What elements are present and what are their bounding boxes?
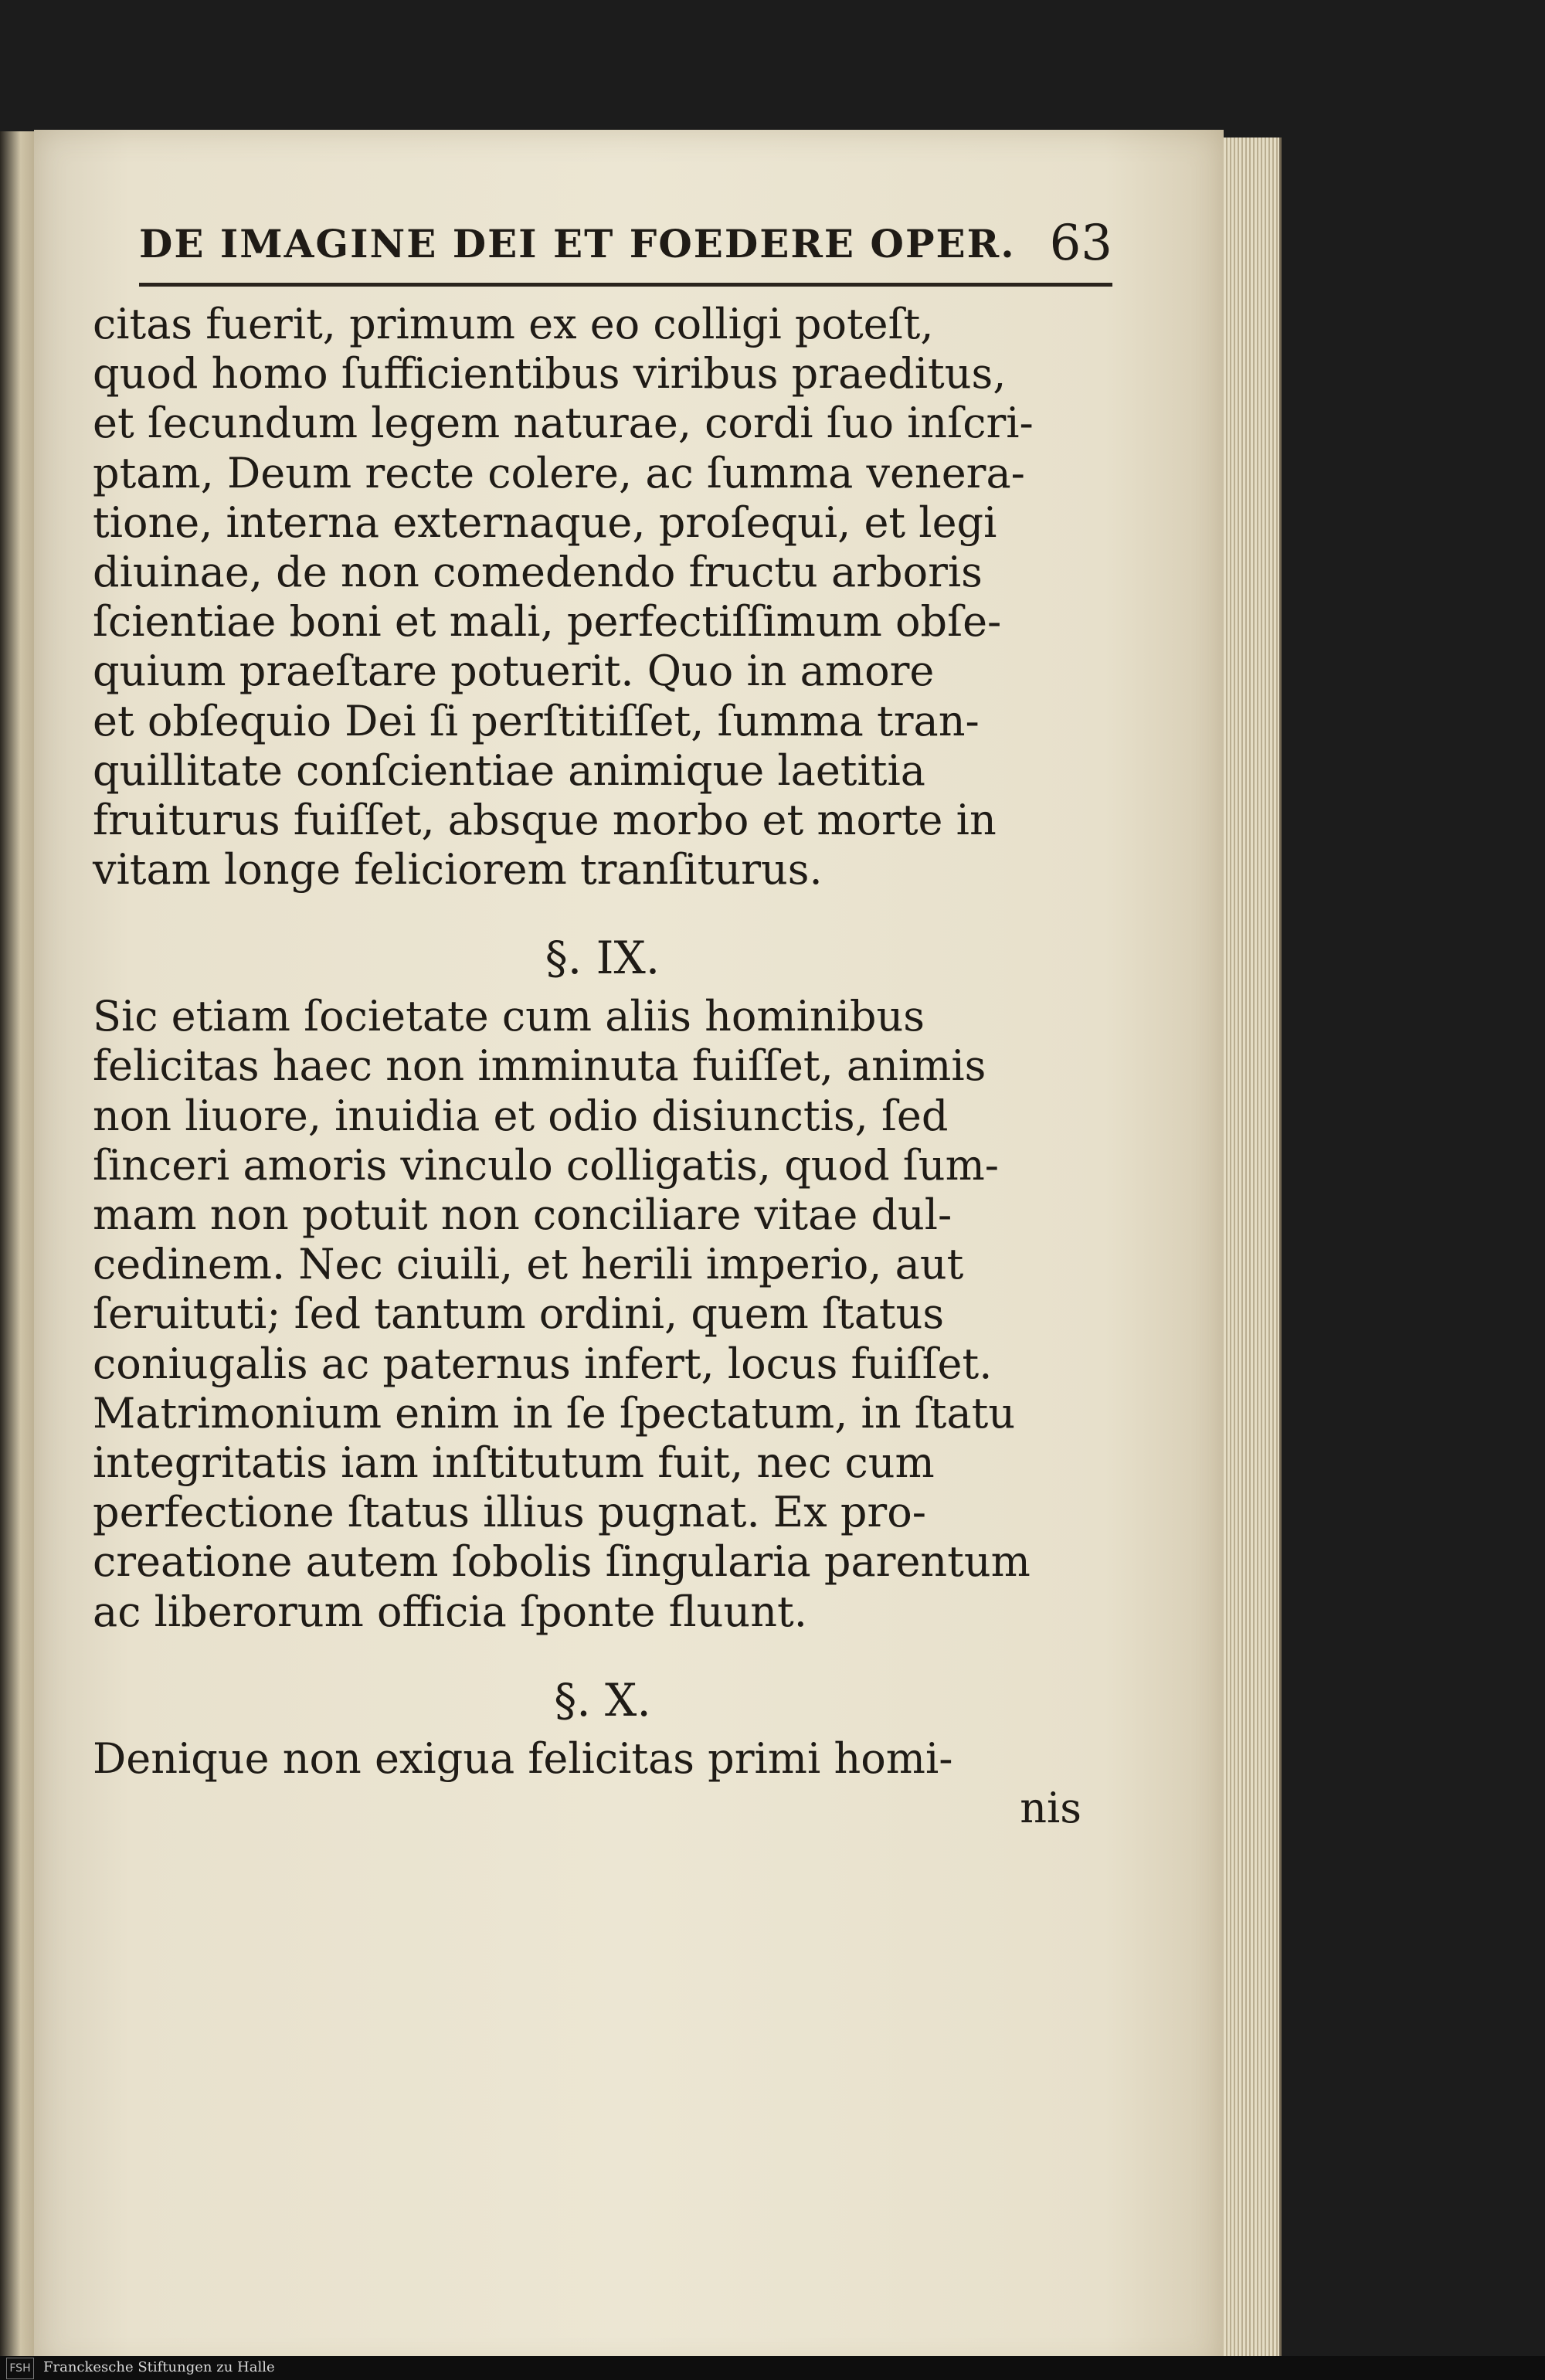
text-line: tione, interna externaque, proſequi, et legi (93, 497, 997, 547)
library-logo: FSH (6, 2358, 34, 2379)
paragraph-2 (93, 992, 1112, 1636)
text-line: ac liberorum officia ſponte fluunt. (93, 1587, 807, 1636)
text-line: vitam longe feliciorem tranſiturus. (93, 845, 823, 895)
text-line: et obſequio Dei ſi perſtitiſſet, ſumma tran- (93, 696, 980, 745)
text-line: et ſecundum legem naturae, cordi ſuo inſcri- (93, 399, 1034, 448)
body-text (93, 300, 1112, 1833)
running-head: DE IMAGINE DEI ET FOEDERE OPER. (139, 221, 1016, 267)
text-line: quillitate conſcientiae animique laetitia (93, 745, 925, 795)
text-line: creatione autem ſobolis ſingularia parentum (93, 1537, 1031, 1587)
facing-page-edge (0, 131, 39, 2372)
text-line: felicitas haec non imminuta fuiſſet, animis (93, 1041, 986, 1091)
text-line: ſeruituti; ſed tantum ordini, quem ſtatus (93, 1289, 945, 1339)
text-line: fruiturus fuiſſet, absque morbo et morte in (93, 795, 997, 844)
text-line: diuinae, de non comedendo fructu arboris (93, 547, 983, 596)
catchword: nis (1020, 1783, 1082, 1832)
page-header (139, 215, 1112, 289)
text-line: ſcientiae boni et mali, perfectiſſimum obſe- (93, 597, 1002, 647)
text-line: coniugalis ac paternus infert, locus fuiſſet. (93, 1339, 993, 1388)
text-line: Matrimonium enim in ſe ſpectatum, in ſtatu (93, 1388, 1016, 1438)
page-stack-edge (1224, 138, 1282, 2378)
header-rule (139, 283, 1112, 287)
text-line: citas fuerit, primum ex eo colligi poteſt, (93, 300, 934, 348)
library-credit: Franckesche Stiftungen zu Halle (43, 2359, 275, 2375)
text-line: perfectione ſtatus illius pugnat. Ex pro- (93, 1488, 926, 1537)
text-line: cedinem. Nec ciuili, et herili imperio, aut (93, 1240, 964, 1289)
text-line: non liuore, inuidia et odio disiunctis, ſed (93, 1091, 949, 1140)
text-line: integritatis iam inſtitutum fuit, nec cum (93, 1438, 935, 1487)
text-line: quium praeſtare potuerit. Quo in amore (93, 647, 935, 696)
text-line: Denique non exigua felicitas primi homi- (93, 1733, 953, 1783)
text-line: quod homo ſufficientibus viribus praeditus, (93, 349, 1007, 399)
text-line: Sic etiam ſocietate cum aliis hominibus (93, 992, 925, 1041)
text-line: mam non potuit non conciliare vitae dul- (93, 1190, 952, 1239)
section-heading-x: §. X. (554, 1673, 651, 1726)
text-line: ſinceri amoris vinculo colligatis, quod ſum- (93, 1140, 1000, 1190)
page-number: 63 (1049, 215, 1112, 272)
paragraph-3 (93, 1734, 1112, 1833)
paragraph-1 (93, 300, 1112, 895)
section-heading-ix: §. IX. (545, 932, 660, 985)
text-line: ptam, Deum recte colere, ac ſumma venera- (93, 448, 1025, 497)
